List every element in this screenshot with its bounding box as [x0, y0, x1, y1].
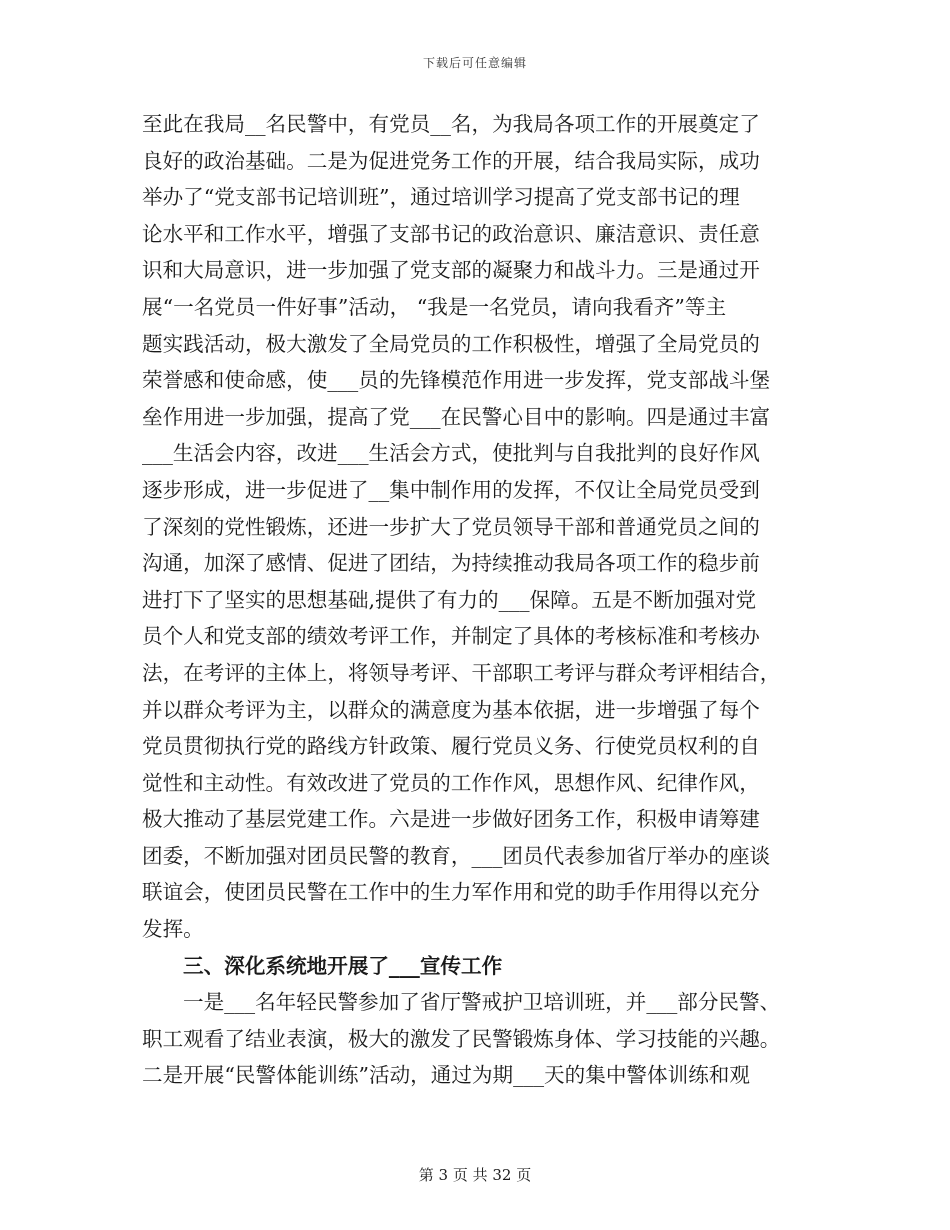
text-line: 员个人和党支部的绩效考评工作，并制定了具体的考核标准和考核办 — [142, 624, 760, 649]
text-line: 了深刻的党性锻炼，还进一步扩大了党员领导干部和普通党员之间的 — [142, 514, 760, 539]
text-line: 觉性和主动性。有效改进了党员的工作作风，思想作风、纪律作风， — [142, 770, 760, 795]
section-heading: 三、深化系统地开展了___宣传工作 — [183, 953, 503, 978]
text-line: 垒作用进一步加强，提高了党___在民警心目中的影响。四是通过丰富 — [142, 404, 771, 429]
text-line: 识和大局意识，进一步加强了党支部的凝聚力和战斗力。三是通过开 — [142, 258, 760, 283]
text-line: 党员贯彻执行党的路线方针政策、履行党员义务、行使党员权利的自 — [142, 734, 760, 759]
text-line: 进打下了坚实的思想基础,提供了有力的___保障。五是不断加强对党 — [142, 587, 757, 612]
document-body — [142, 106, 812, 1094]
text-line: 并以群众考评为主，以群众的满意度为基本依据，进一步增强了每个 — [142, 697, 760, 722]
text-line: 沟通，加深了感情、促进了团结，为持续推动我局各项工作的稳步前 — [142, 551, 760, 576]
text-line: 举办了“党支部书记培训班”，通过培训学习提高了党支部书记的理 — [142, 185, 740, 210]
text-line: 一是___名年轻民警参加了省厅警戒护卫培训班，并___部分民警、 — [183, 990, 781, 1015]
text-line: 逐步形成，进一步促进了__集中制作用的发挥，不仅让全局党员受到 — [142, 477, 760, 502]
text-line: 二是开展“民警体能训练”活动，通过为期___天的集中警体训练和观 — [142, 1063, 750, 1088]
text-line: 展“一名党员一件好事”活动， “我是一名党员，请向我看齐”等主 — [142, 294, 727, 319]
text-line: 极大推动了基层党建工作。六是进一步做好团务工作，积极申请筹建 — [142, 807, 760, 832]
page-header: 下载后可任意编辑 — [422, 56, 527, 70]
text-line: 联谊会，使团员民警在工作中的生力军作用和党的助手作用得以充分 — [142, 880, 760, 905]
text-line: 发挥。 — [142, 917, 204, 942]
text-line: 至此在我局__名民警中，有党员__名，为我局各项工作的开展奠定了 — [142, 112, 760, 136]
page-footer: 第 3 页 共 32 页 — [418, 1166, 532, 1184]
text-line: 题实践活动，极大激发了全局党员的工作积极性，增强了全局党员的 — [142, 331, 760, 356]
text-line: 职工观看了结业表演，极大的激发了民警锻炼身体、学习技能的兴趣。 — [142, 1026, 781, 1051]
text-line: 团委，不断加强对团员民警的教育，___团员代表参加省厅举办的座谈 — [142, 843, 771, 868]
text-line: ___生活会内容，改进___生活会方式，使批判与自我批判的良好作风 — [142, 441, 760, 466]
text-line: 论水平和工作水平，增强了支部书记的政治意识、廉洁意识、责任意 — [142, 221, 760, 246]
text-line: 良好的政治基础。二是为促进党务工作的开展，结合我局实际，成功 — [142, 148, 760, 173]
text-line: 法，在考评的主体上，将领导考评、干部职工考评与群众考评相结合， — [142, 660, 781, 685]
text-line: 荣誉感和使命感，使___员的先锋模范作用进一步发挥，党支部战斗堡 — [142, 368, 771, 393]
